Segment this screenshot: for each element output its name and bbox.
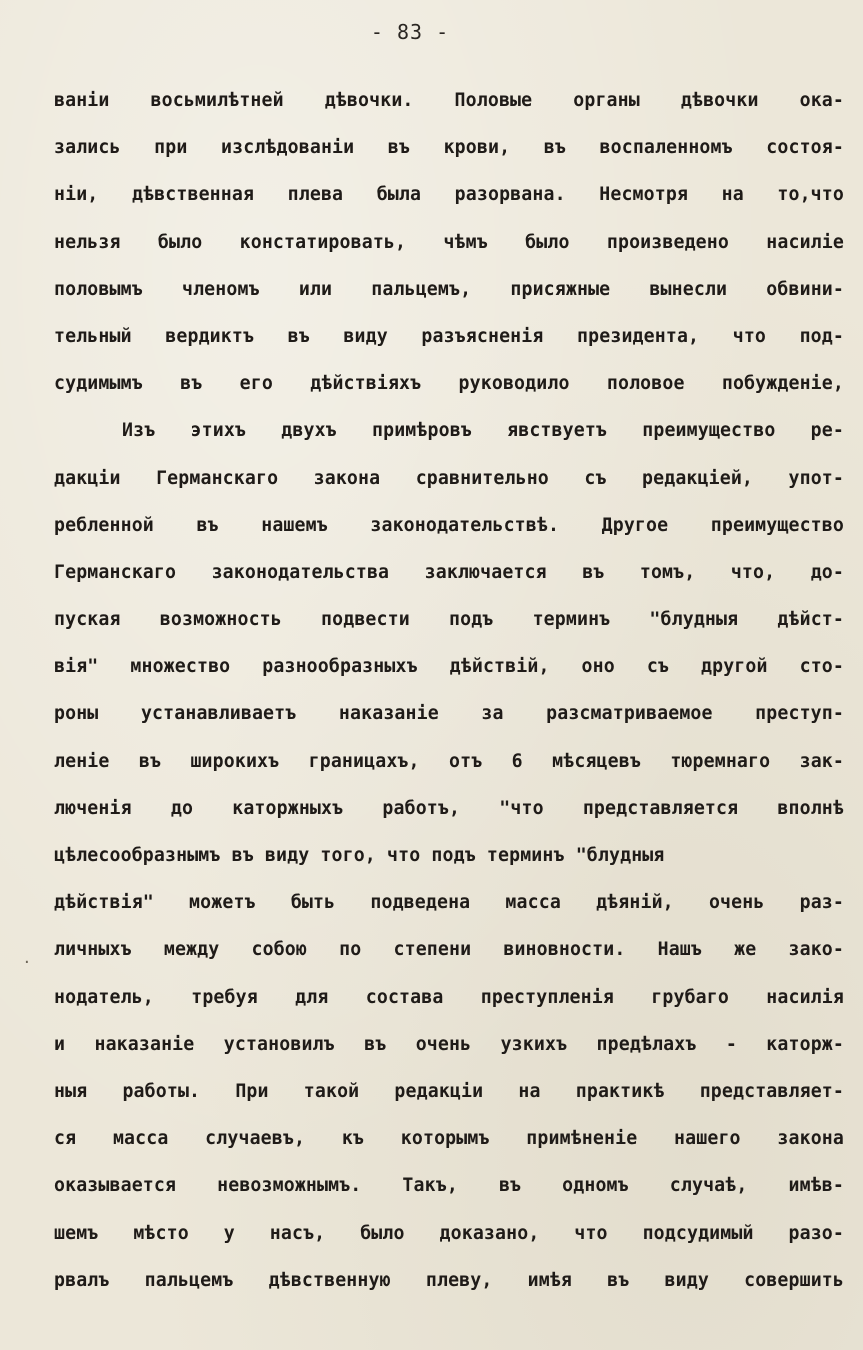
text-line: личныхъ между собою по степени виновности. Нашъ же зако- bbox=[54, 939, 844, 961]
text-line: ся масса случаевъ, къ которымъ примѣненiе нашего закона bbox=[54, 1128, 844, 1150]
text-line: ванiи восьмилѣтней дѣвочки. Половые органы дѣвочки ока- bbox=[54, 90, 844, 111]
text-line: вiя" множество разнообразныхъ дѣйствiй, оно съ другой сто- bbox=[54, 656, 844, 678]
text-line: пуская возможность подвести подъ терминъ "блудныя дѣйст- bbox=[54, 609, 844, 631]
text-line: дакцiи Германскаго закона сравнительно съ редакцiей, упот- bbox=[54, 467, 844, 489]
text-line: и наказанiе установилъ въ очень узкихъ предѣлахъ - катoрж- bbox=[54, 1033, 844, 1055]
text-line: дѣйствiя" можетъ быть подведена масса дѣянiй, очень раз- bbox=[54, 892, 844, 914]
text-line: роны устанавливаетъ наказанiе за разсматриваемое преступ- bbox=[54, 703, 844, 725]
text-line: ныя работы. При такой редакцiи на практикѣ представляет- bbox=[54, 1080, 844, 1102]
text-line: ребленной въ нашемъ законодательствѣ. Другое преимущество bbox=[54, 514, 844, 536]
text-line: люченiя до каторжныхъ работъ, "что представляется вполнѣ bbox=[54, 797, 844, 819]
text-line: оказывается невозможнымъ. Такъ, въ одномъ случаѣ, имѣв- bbox=[54, 1175, 844, 1197]
text-line: нельзя было констатировать, чѣмъ было произведено насилiе bbox=[54, 231, 844, 253]
paragraph-first-line: Изъ этихъ двухъ примѣровъ явствуетъ преимущество ре- bbox=[122, 420, 844, 442]
text-line: половымъ членомъ или пальцемъ, присяжные вынесли обвини- bbox=[54, 278, 844, 300]
text-line: шемъ мѣсто у насъ, было доказано, что подсудимый разо- bbox=[54, 1222, 844, 1244]
text-line: Германскаго законодательства заключается въ томъ, что, до- bbox=[54, 561, 844, 583]
text-line: нiи, дѣвственная плева была разорвана. Несмотря на то,что bbox=[54, 184, 844, 206]
text-line: тельный вердиктъ въ виду разъясненiя президента, что под- bbox=[54, 325, 844, 347]
text-line: нодатель, требуя для состава преступленiя грубаго насилiя bbox=[54, 986, 844, 1008]
text-line: судимымъ въ его дѣйствiяхъ руководило половое побужденiе, bbox=[54, 373, 844, 395]
margin-dot: · bbox=[24, 952, 30, 973]
text-line: зались при изслѣдованiи въ крови, въ воспаленномъ состоя- bbox=[54, 137, 844, 159]
text-line: цѣлесообразнымъ въ виду того, что подъ терминъ "блудныя bbox=[54, 845, 665, 866]
page-number: - 83 - bbox=[370, 20, 450, 44]
text-line: рвалъ пальцемъ дѣвственную плеву, имѣя въ виду совершить bbox=[54, 1269, 844, 1291]
body-text bbox=[54, 83, 844, 1310]
text-line: ленiе въ широкихъ границахъ, отъ 6 мѣсяцевъ тюремнаго зак- bbox=[54, 750, 844, 772]
